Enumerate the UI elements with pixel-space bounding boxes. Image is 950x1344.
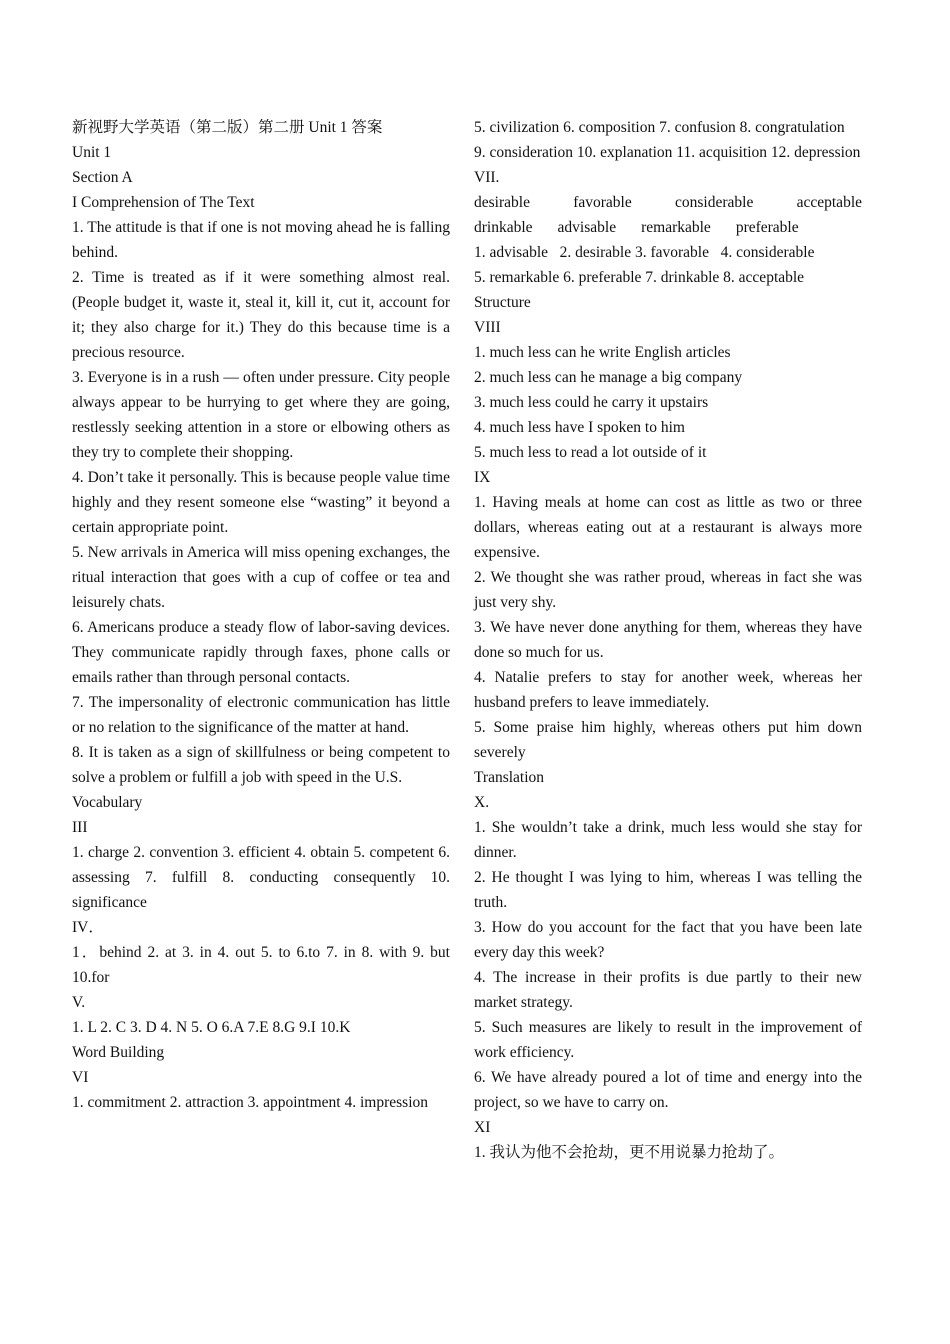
vocabulary-heading: Vocabulary [72, 794, 143, 811]
comprehension-answer-5: 5. New arrivals in America will miss opening exchanges, the ritual interaction that goes with a cup of coffee or tea and leisurely chats. [72, 544, 450, 611]
comprehension-answer-8: 8. It is taken as a sign of skillfulness or being competent to solve a problem or fulfill a job with speed in the U.S. [72, 744, 450, 786]
exercise-9-answer: 1. Having meals at home can cost as little as two or three dollars, whereas eating out at a restaurant is always more expensive. [474, 494, 862, 561]
exercise-8-heading: VIII [474, 319, 501, 336]
exercise-5-heading: V. [72, 994, 86, 1011]
exercise-10-answer: 2. He thought I was lying to him, whereas I was telling the truth. [474, 869, 862, 911]
exercise-10-answer: 3. How do you account for the fact that you have been late every day this week? [474, 919, 862, 961]
exercise-10-answer: 5. Such measures are likely to result in the improvement of work efficiency. [474, 1019, 862, 1061]
exercise-7-word-row-2 [474, 215, 862, 240]
exercise-10-heading: X. [474, 794, 490, 811]
comprehension-answer-2: 2. Time is treated as if it were something almost real. (People budget it, waste it, steal it, kill it, cut it, account for it; they also charge for it.) They do this because time is a precious resource. [72, 269, 450, 361]
exercise-7-answers-1: 1. advisable 2. desirable 3. favorable 4. considerable [474, 244, 815, 261]
word-option: remarkable [641, 219, 711, 236]
word-option: advisable [557, 219, 617, 236]
comprehension-answer-1: 1. The attitude is that if one is not moving ahead he is falling behind. [72, 219, 450, 261]
exercise-3-answers: 1. charge 2. convention 3. efficient 4. obtain 5. competent 6. assessing 7. fulfill 8. conducting consequently 10. significance [72, 844, 450, 911]
word-option: drinkable [474, 219, 533, 236]
exercise-11-answer: 1. 我认为他不会抢劫，更不用说暴力抢劫了。 [474, 1144, 785, 1161]
exercise-8-answer: 2. much less can he manage a big company [474, 369, 743, 386]
comprehension-answer-4: 4. Don’t take it personally. This is because people value time highly and they resent someone else “wasting” it beyond a certain appropriate point. [72, 469, 450, 536]
comprehension-answer-3: 3. Everyone is in a rush — often under pressure. City people always appear to be hurrying to get where they are going, restlessly seeking attention in a store or elbowing others as they try to complete their shopping. [72, 369, 450, 461]
word-option: favorable [573, 194, 632, 211]
exercise-8-answer: 4. much less have I spoken to him [474, 419, 685, 436]
exercise-8-answer: 1. much less can he write English articles [474, 344, 731, 361]
exercise-10-answer: 1. She wouldn’t take a drink, much less would she stay for dinner. [474, 819, 862, 861]
left-column [72, 115, 450, 1115]
section-heading: Section A [72, 169, 133, 186]
exercise-7-word-row-1 [474, 190, 862, 215]
right-column [474, 115, 862, 1165]
document-title: 新视野大学英语（第二版）第二册 Unit 1 答案 [72, 119, 383, 136]
exercise-10-answer: 6. We have already poured a lot of time and energy into the project, so we have to carry on. [474, 1069, 862, 1111]
exercise-11-heading: XI [474, 1119, 491, 1136]
exercise-10-answer: 4. The increase in their profits is due partly to their new market strategy. [474, 969, 862, 1011]
structure-heading: Structure [474, 294, 531, 311]
comprehension-heading: I Comprehension of The Text [72, 194, 255, 211]
word-option: considerable [675, 194, 754, 211]
exercise-8-answer: 3. much less could he carry it upstairs [474, 394, 709, 411]
exercise-6-answers: 1. commitment 2. attraction 3. appointment 4. impression [72, 1094, 429, 1111]
exercise-6-answers-cont-2: 9. consideration 10. explanation 11. acquisition 12. depression [474, 144, 861, 161]
exercise-9-answer: 4. Natalie prefers to stay for another week, whereas her husband prefers to leave immediately. [474, 669, 862, 711]
word-option: desirable [474, 194, 530, 211]
exercise-4-answers: 1．behind 2. at 3. in 4. out 5. to 6.to 7. in 8. with 9. but 10.for [72, 944, 450, 986]
exercise-6-heading: VI [72, 1069, 89, 1086]
exercise-8-answer: 5. much less to read a lot outside of it [474, 444, 707, 461]
comprehension-answer-6: 6. Americans produce a steady flow of labor-saving devices. They communicate rapidly through faxes, phone calls or emails rather than through personal contacts. [72, 619, 450, 686]
word-building-heading: Word Building [72, 1044, 165, 1061]
word-option: preferable [735, 219, 799, 236]
exercise-7-heading: VII. [474, 169, 500, 186]
exercise-9-heading: IX [474, 469, 491, 486]
exercise-6-answers-cont-1: 5. civilization 6. composition 7. confusion 8. congratulation [474, 119, 845, 136]
exercise-9-answer: 5. Some praise him highly, whereas others put him down severely [474, 719, 862, 761]
exercise-5-answers: 1. L 2. C 3. D 4. N 5. O 6.A 7.E 8.G 9.I 10.K [72, 1019, 351, 1036]
exercise-9-answer: 3. We have never done anything for them, whereas they have done so much for us. [474, 619, 862, 661]
comprehension-answer-7: 7. The impersonality of electronic communication has little or no relation to the significance of the matter at hand. [72, 694, 450, 736]
unit-heading: Unit 1 [72, 144, 112, 161]
exercise-7-answers-2: 5. remarkable 6. preferable 7. drinkable 8. acceptable [474, 269, 805, 286]
translation-heading: Translation [474, 769, 545, 786]
exercise-3-heading: III [72, 819, 88, 836]
exercise-4-heading: IV． [72, 919, 104, 936]
word-option: acceptable [796, 194, 862, 211]
exercise-9-answer: 2. We thought she was rather proud, whereas in fact she was just very shy. [474, 569, 862, 611]
